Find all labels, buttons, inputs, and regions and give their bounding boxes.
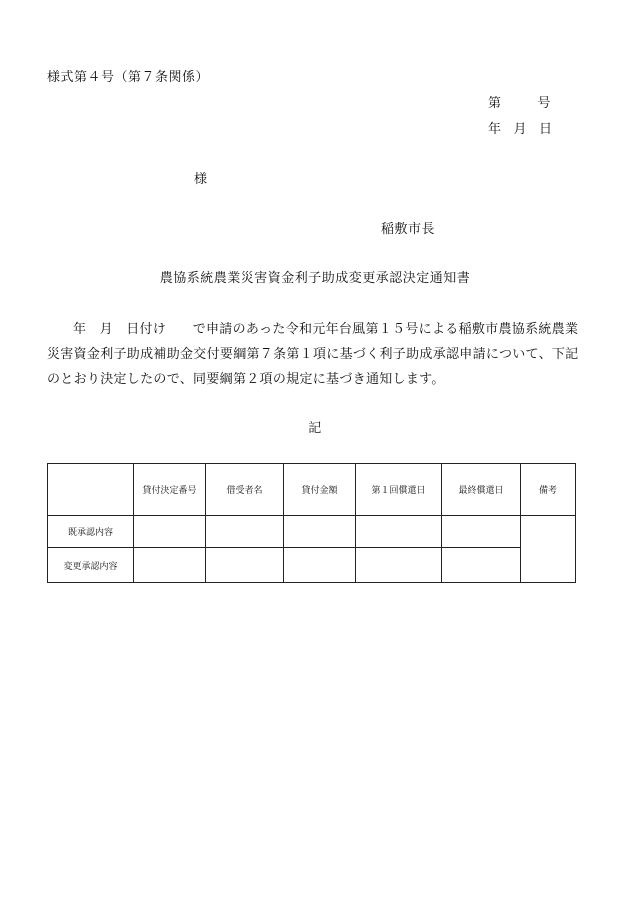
table-cell — [356, 548, 442, 583]
decision-table — [47, 463, 576, 583]
header-loan-amount: 貸付金額 — [284, 464, 356, 516]
table-row — [48, 516, 576, 548]
table-cell — [442, 516, 521, 548]
date-year: 年 — [488, 122, 502, 137]
row-label-changed: 変更承認内容 — [48, 548, 134, 583]
document-title: 農協系統農業災害資金利子助成変更承認決定通知書 — [159, 271, 471, 286]
document-number-suffix: 号 — [537, 96, 552, 111]
body-text: 年 月 日付け で申請のあった令和元年台風第１５号による稲敷市農協系統農業災害資金利子助成補助金交付要綱第７条第１項に基づく利子助成承認申請について、下記のとおり決定したので、同要綱第２項の規定に基づき通知します。 — [47, 322, 579, 387]
header-first-repayment-date: 第１回償還日 — [356, 464, 442, 516]
sender-name: 稲敷市長 — [381, 222, 436, 237]
date-day: 日 — [539, 122, 553, 137]
date-month: 月 — [513, 122, 528, 137]
document-number-prefix: 第 — [488, 96, 502, 111]
recipient-honorific: 様 — [194, 172, 208, 187]
table-cell — [284, 548, 356, 583]
row-label-approved: 既承認内容 — [48, 516, 134, 548]
table-cell — [134, 548, 206, 583]
header-corner — [48, 464, 134, 516]
header-final-repayment-date: 最終償還日 — [442, 464, 521, 516]
table-cell — [284, 516, 356, 548]
header-loan-decision-number: 貸付決定番号 — [134, 464, 206, 516]
table-row — [48, 548, 576, 583]
form-number: 様式第４号（第７条関係） — [47, 70, 210, 85]
remarks-cell — [521, 516, 576, 583]
table-cell — [134, 516, 206, 548]
header-borrower-name: 借受者名 — [206, 464, 284, 516]
table-cell — [356, 516, 442, 548]
table-cell — [206, 516, 284, 548]
table-cell — [206, 548, 284, 583]
table-cell — [442, 548, 521, 583]
ki-marker: 記 — [308, 421, 322, 436]
header-remarks: 備考 — [521, 464, 576, 516]
table-header-row — [48, 464, 576, 516]
document-number — [488, 92, 551, 111]
document-date — [488, 118, 553, 137]
